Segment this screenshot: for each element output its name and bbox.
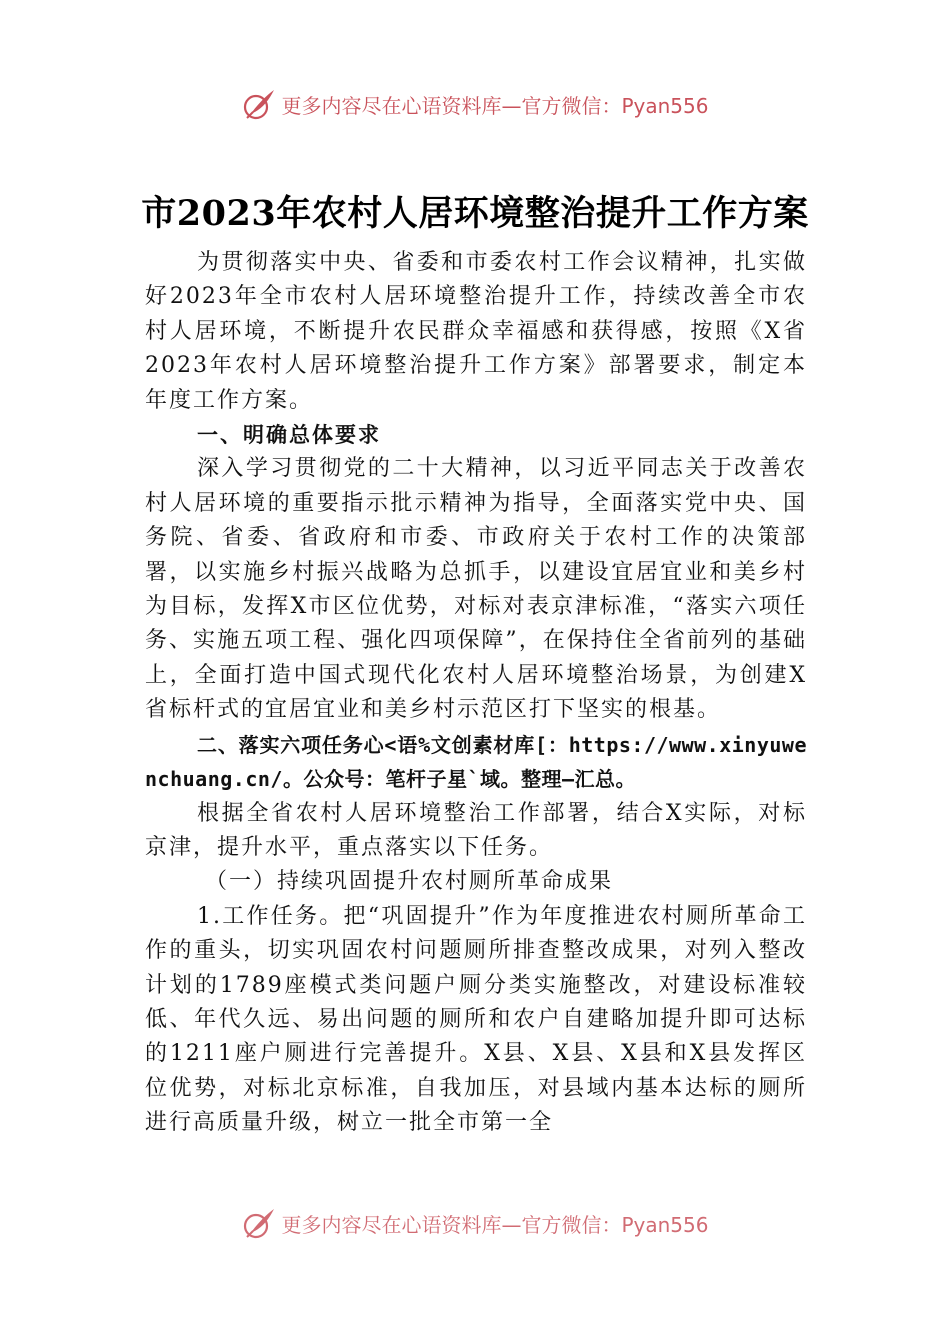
feather-logo-icon bbox=[241, 86, 277, 122]
section-2-paragraph: 根据全省农村人居环境整治工作部署，结合X实际，对标京津，提升水平，重点落实以下任务。 bbox=[145, 800, 807, 860]
document-title: 市2023年农村人居环境整治提升工作方案 bbox=[141, 193, 809, 234]
task-paragraph: 1.工作任务。把“巩固提升”作为年度推进农村厕所革命工作的重头，切实巩固农村问题厕所排查整改成果，对列入整改计划的1789座模式类问题户厕分类实施整改，对建设标准较低、年代久远、易出问题的厕所和农户自建略加提升即可达标的1211座户厕进行完善提升。X县、X县、X县和X县发挥区位优势，对标北京标准，自我加压，对县域内基本达标的厕所进行高质量升级，树立一批全市第一全 bbox=[145, 903, 807, 1136]
watermark-text: 更多内容尽在心语资料库—官方微信：Pyan556 bbox=[281, 1212, 709, 1237]
section-heading-1: 一、明确总体要求 bbox=[197, 423, 381, 448]
section-heading-2: 二、落实六项任务心<语%文创素材库[：https://www.xinyuwenchuang.cn/。公众号：笔杆子星`域。整理—汇总。 bbox=[145, 732, 807, 792]
section-1-paragraph: 深入学习贯彻党的二十大精神，以习近平同志关于改善农村人居环境的重要指示批示精神为指导，全面落实党中央、国务院、省委、省政府和市委、市政府关于农村工作的决策部署，以实施乡村振兴战略为总抓手，以建设宜居宜业和美乡村为目标，发挥X市区位优势，对标对表京津标准，“落实六项任务、实施五项工程、强化四项保障”，在保持住全省前列的基础上，全面打造中国式现代化农村人居环境整治场景，为创建X省标杆式的宜居宜业和美乡村示范区打下坚实的根基。 bbox=[145, 456, 807, 723]
subsection-heading-1: （一）持续巩固提升农村厕所革命成果 bbox=[205, 869, 614, 895]
watermark-text: 更多内容尽在心语资料库—官方微信：Pyan556 bbox=[281, 93, 709, 118]
document-body bbox=[145, 246, 807, 1212]
footer-watermark bbox=[0, 1203, 950, 1243]
header-watermark bbox=[0, 84, 950, 124]
feather-logo-icon bbox=[241, 1205, 277, 1241]
intro-paragraph: 为贯彻落实中央、省委和市委农村工作会议精神，扎实做好2023年全市农村人居环境整治提升工作，持续改善全市农村人居环境，不断提升农民群众幸福感和获得感，按照《X省2023年农村人居环境整治提升工作方案》部署要求，制定本年度工作方案。 bbox=[145, 250, 807, 413]
